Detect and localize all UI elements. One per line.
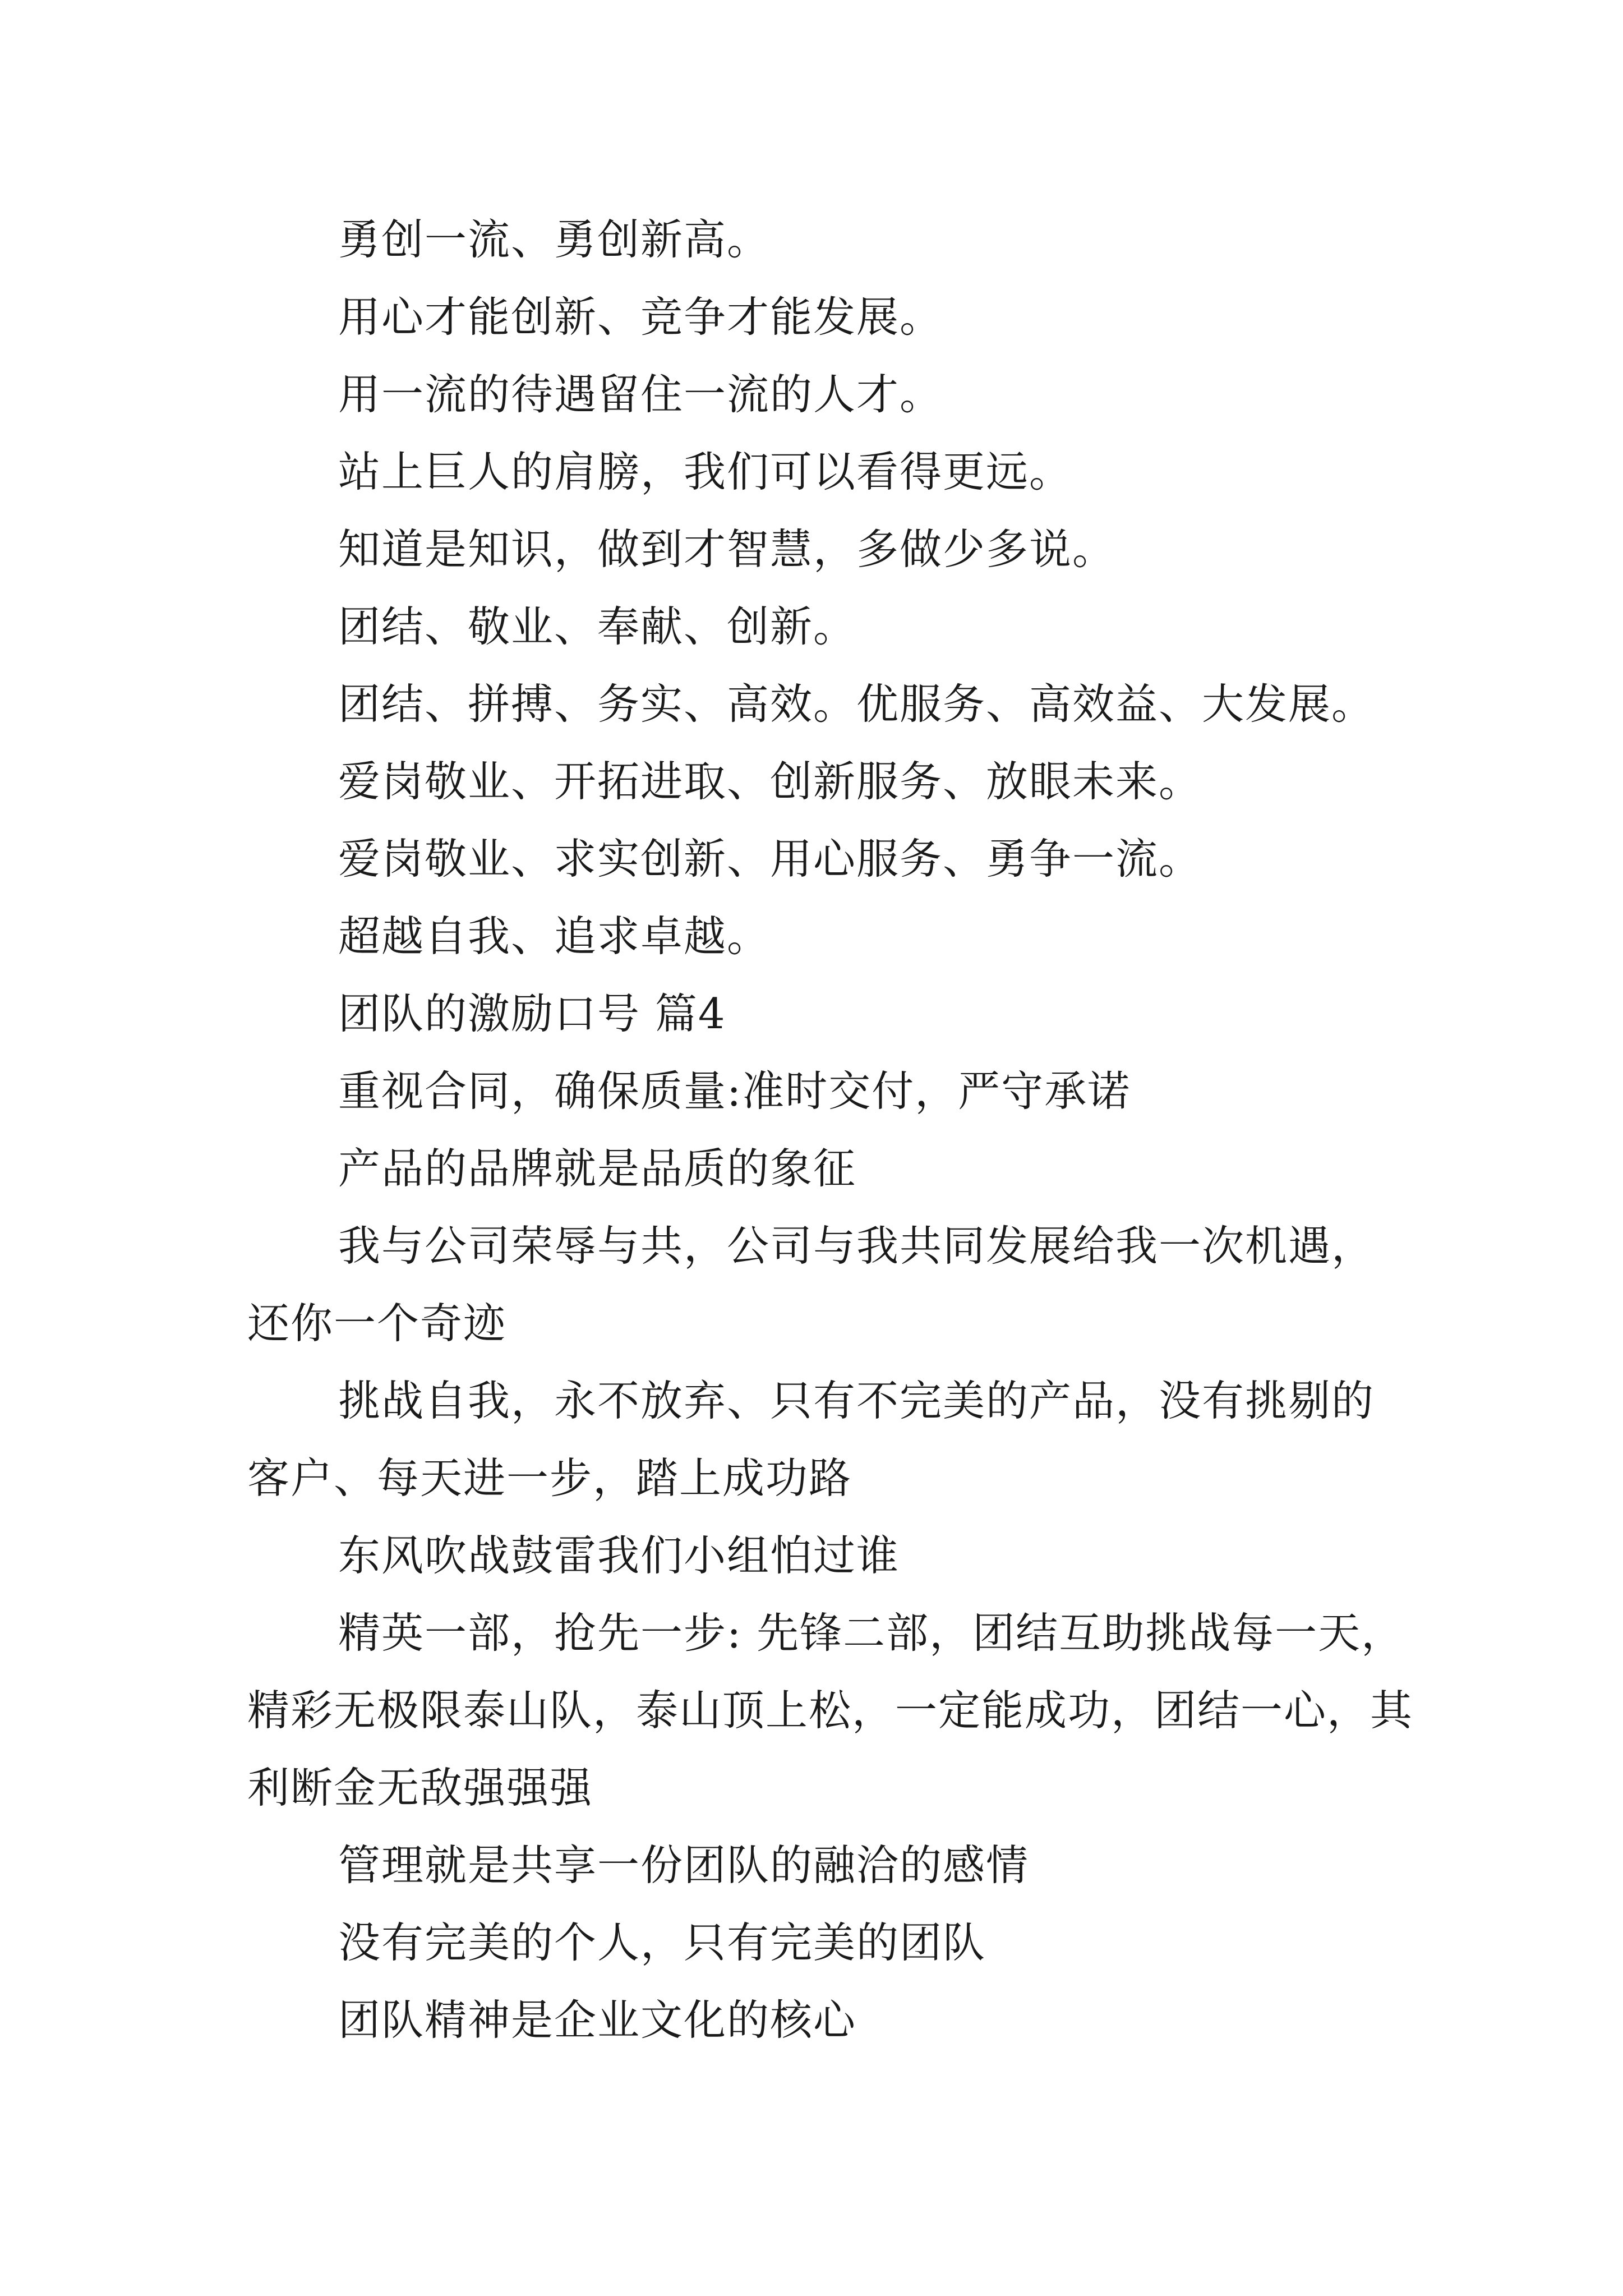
paragraph: 东风吹战鼓雷我们小组怕过谁: [338, 1531, 900, 1580]
paragraph: 精英一部，抢先一步: 先锋二部，团结互助挑战每一天，精彩无极限泰山队，泰山顶上松，一定能成功，团结一心，其利断金无敌强强强: [247, 1608, 1414, 1812]
document-body: [247, 201, 1414, 2059]
paragraph: 用一流的待遇留住一流的人才。: [338, 370, 943, 419]
paragraph: 用心才能创新、竞争才能发展。: [338, 292, 943, 342]
paragraph: 爱岗敬业、开拓进取、创新服务、放眼未来。: [338, 757, 1202, 806]
paragraph: 团结、拼搏、务实、高效。优服务、高效益、大发展。: [338, 679, 1375, 729]
paragraph: 重视合同，确保质量:准时交付，严守承诺: [338, 1066, 1131, 1116]
paragraph: 站上巨人的肩膀，我们可以看得更远。: [338, 447, 1073, 496]
paragraph: 超越自我、追求卓越。: [338, 912, 771, 961]
paragraph: 知道是知识，做到才智慧，多做少多说。: [338, 524, 1116, 574]
paragraph: 爱岗敬业、求实创新、用心服务、勇争一流。: [338, 834, 1202, 884]
paragraph: 勇创一流、勇创新高。: [338, 215, 771, 264]
paragraph: 挑战自我，永不放弃、只有不完美的产品，没有挑剔的客户、每天进一步，踏上成功路: [247, 1376, 1375, 1503]
section-heading: 团队的激励口号 篇4: [338, 989, 726, 1038]
paragraph: 团队精神是企业文化的核心: [338, 1995, 857, 2045]
paragraph: 我与公司荣辱与共，公司与我共同发展给我一次机遇，还你一个奇迹: [247, 1221, 1375, 1348]
paragraph: 管理就是共享一份团队的融洽的感情: [338, 1841, 1030, 1890]
paragraph: 产品的品牌就是品质的象征: [338, 1144, 857, 1193]
paragraph: 团结、敬业、奉献、创新。: [338, 602, 857, 651]
paragraph: 没有完美的个人，只有完美的团队: [338, 1918, 986, 1967]
